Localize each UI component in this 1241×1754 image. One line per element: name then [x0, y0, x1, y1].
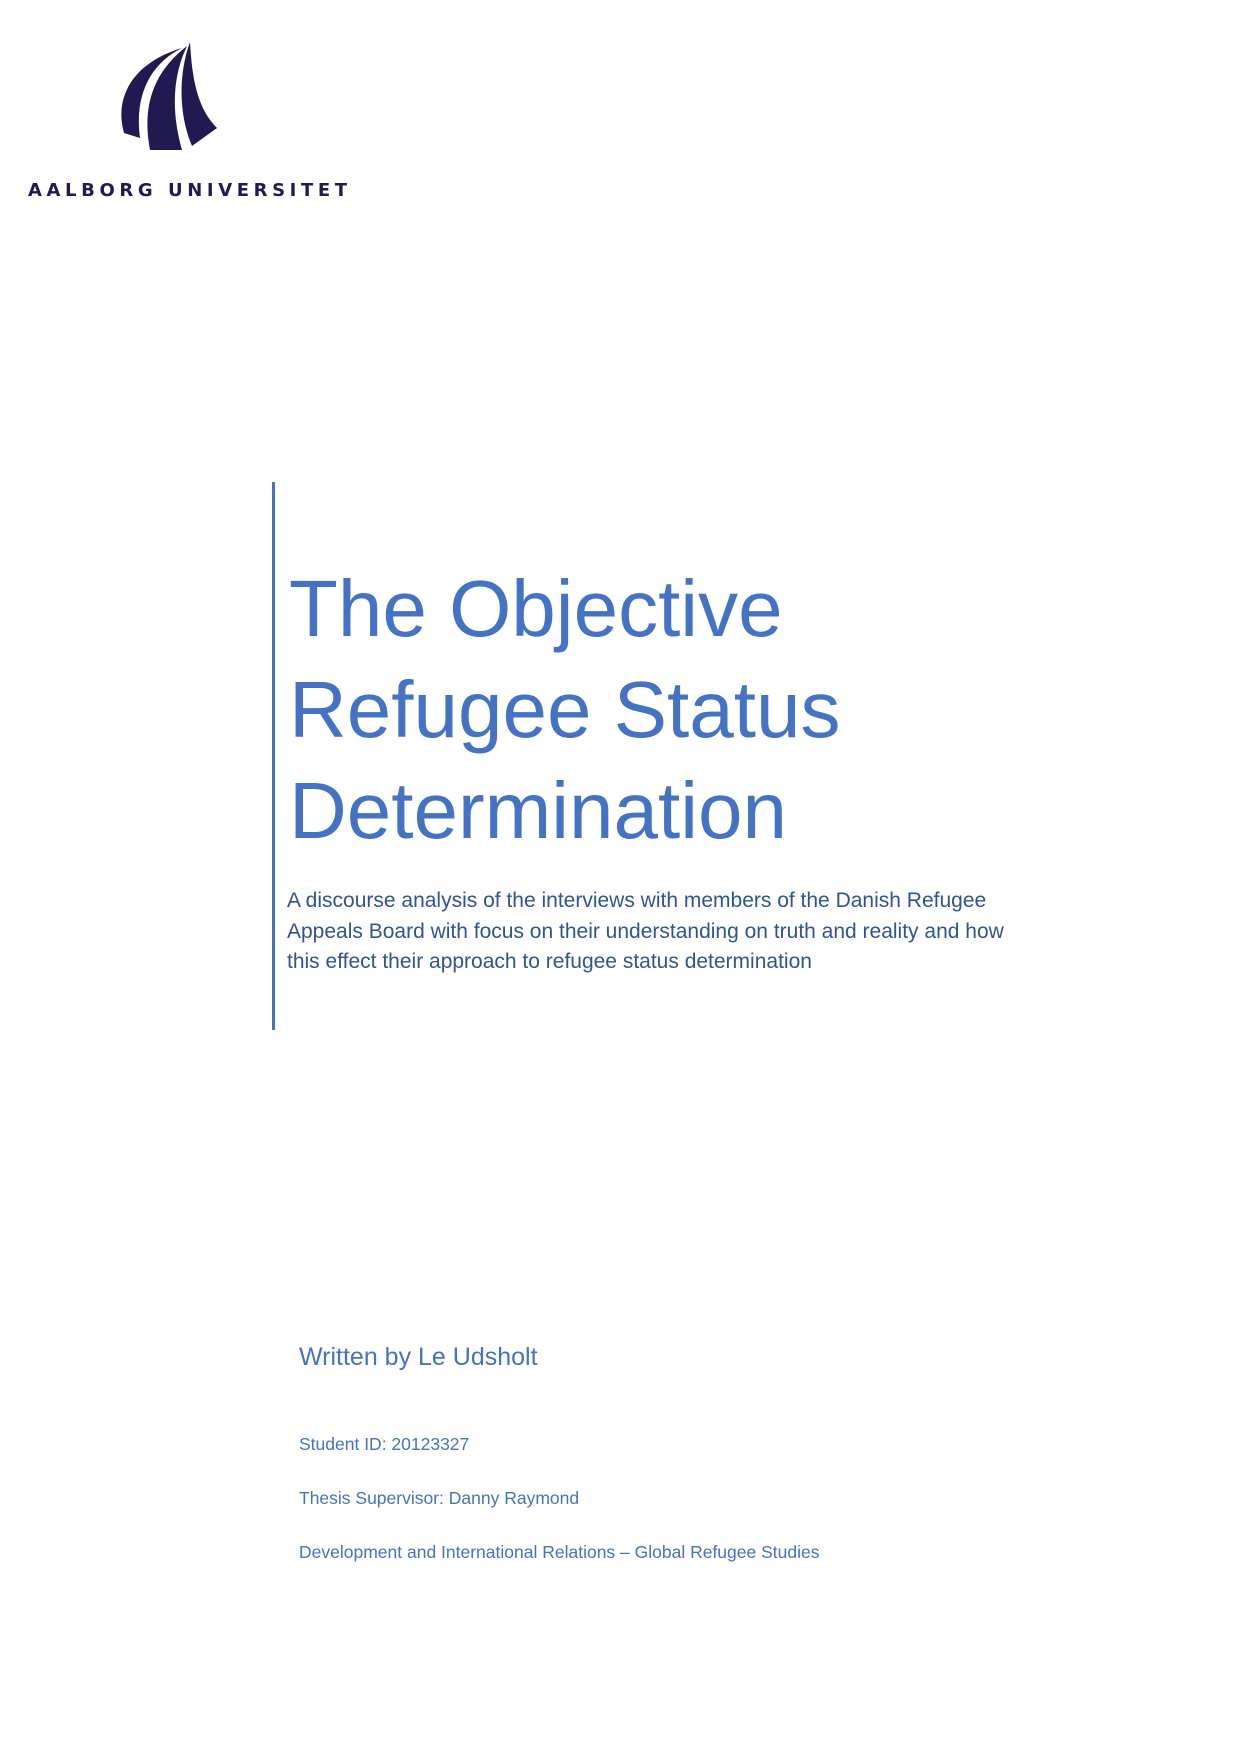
- document-subtitle: A discourse analysis of the interviews with members of the Danish Refugee Appeals Board with focus on their understanding on truth and reality and how this effect their approach to refugee status determination: [287, 889, 1004, 973]
- study-program: Development and International Relations – Global Refugee Studies: [299, 1542, 820, 1562]
- title-line: Determination: [289, 766, 788, 855]
- title-line: Refugee Status: [289, 665, 841, 754]
- title-line: The Objective: [289, 564, 783, 653]
- author: Written by Le Udsholt: [299, 1343, 538, 1371]
- student-id: Student ID: 20123327: [299, 1434, 470, 1454]
- thesis-supervisor: Thesis Supervisor: Danny Raymond: [299, 1488, 580, 1508]
- university-name: AALBORG UNIVERSITET: [28, 180, 352, 201]
- title-accent-bar: [272, 482, 275, 1030]
- document-title: [289, 558, 840, 861]
- aalborg-university-logo: [112, 38, 232, 153]
